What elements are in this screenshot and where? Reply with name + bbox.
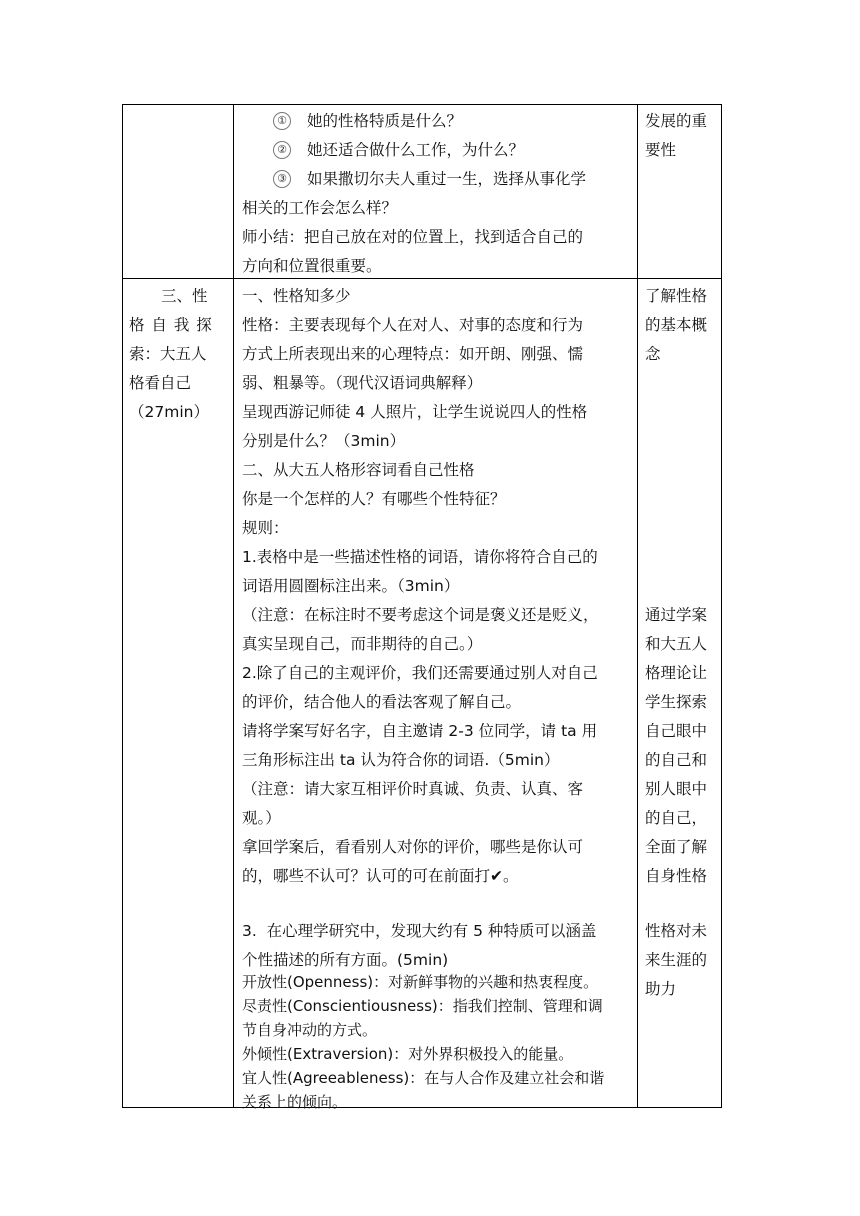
note-line: 自己眼中 <box>645 722 708 740</box>
content-line: 性格：主要表现每个人在对人、对事的态度和行为 <box>242 316 584 334</box>
circled-number-marker: ② <box>273 141 291 159</box>
teacher-summary-line: 方向和位置很重要。 <box>242 257 382 275</box>
note-line: 和大五人 <box>645 635 708 653</box>
trait-definition-line: 节自身冲动的方式。 <box>242 1021 378 1039</box>
content-line: 弱、粗暴等。（现代汉语词典解释） <box>242 374 483 392</box>
content-line: 的，哪些不认可？认可的可在前面打✔。 <box>242 867 519 885</box>
note-line: 学生探索 <box>645 693 708 711</box>
stage-label-line: 三、性 <box>161 287 208 305</box>
note-line: 自身性格 <box>645 867 708 885</box>
stage-label-line: 格 自 我 探 <box>129 316 213 334</box>
content-line: 二、从大五人格形容词看自己性格 <box>242 461 475 479</box>
content-line: 2.除了自己的主观评价，我们还需要通过别人对自己 <box>242 664 598 682</box>
row1-item-text: 她的性格特质是什么？ <box>307 112 463 130</box>
stage-label-line: 格看自己 <box>129 374 192 392</box>
content-line: 个性描述的所有方面。(5min) <box>242 951 449 969</box>
trait-definition-line: 尽责性(Conscientiousness)：指我们控制、管理和调 <box>242 997 603 1015</box>
row1-note-line: 要性 <box>645 141 677 159</box>
row1-item-text: 她还适合做什么工作，为什么？ <box>307 141 525 159</box>
column-divider <box>637 105 638 1107</box>
content-line: 方式上所表现出来的心理特点：如开朗、刚强、懦 <box>242 345 584 363</box>
teacher-summary-line: 师小结：把自己放在对的位置上，找到适合自己的 <box>242 228 584 246</box>
note-line: 念 <box>645 345 661 363</box>
lesson-plan-table <box>122 104 722 1111</box>
content-line: 3. 在心理学研究中，发现大约有 5 种特质可以涵盖 <box>242 922 597 940</box>
content-line: 规则： <box>242 519 289 537</box>
note-line: 的自己， <box>645 809 708 827</box>
row1-note-line: 发展的重 <box>645 112 708 130</box>
content-line: （注意：在标注时不要考虑这个词是褒义还是贬义， <box>242 606 599 624</box>
row1-item-2 <box>273 136 524 165</box>
trait-definition-line: 宜人性(Agreeableness)：在与人合作及建立社会和谐 <box>242 1069 605 1087</box>
content-line: 你是一个怎样的人？有哪些个性特征？ <box>242 490 506 508</box>
note-line: 性格对未 <box>645 922 708 940</box>
row1-item-text: 如果撒切尔夫人重过一生，选择从事化学 <box>307 170 587 188</box>
content-line: 三角形标注出 ta 认为符合你的词语.（5min） <box>242 751 560 769</box>
content-line: 观。） <box>242 809 281 827</box>
content-line: 1.表格中是一些描述性格的词语，请你将符合自己的 <box>242 548 598 566</box>
content-line: 呈现西游记师徒 4 人照片，让学生说说四人的性格 <box>242 403 588 421</box>
trait-definition-line: 关系上的倾向。 <box>242 1093 348 1111</box>
content-line: 请将学案写好名字，自主邀请 2-3 位同学，请 ta 用 <box>242 722 598 740</box>
content-line: 的评价，结合他人的看法客观了解自己。 <box>242 693 522 711</box>
row1-item-3-continued: 相关的工作会怎么样？ <box>242 199 398 217</box>
note-line: 的基本概 <box>645 316 708 334</box>
note-line: 了解性格 <box>645 287 708 305</box>
trait-definition-line: 开放性(Openness)：对新鲜事物的兴趣和热衷程度。 <box>242 973 599 991</box>
content-line: 词语用圆圈标注出来。（3min） <box>242 577 460 595</box>
stage-duration: （27min） <box>129 403 209 421</box>
note-line: 通过学案 <box>645 606 708 624</box>
content-line: 分别是什么？（3min） <box>242 432 406 450</box>
content-line: 一、性格知多少 <box>242 287 351 305</box>
note-line: 格理论让 <box>645 664 708 682</box>
note-line: 来生涯的 <box>645 951 708 969</box>
trait-definition-line: 外倾性(Extraversion)：对外界积极投入的能量。 <box>242 1045 574 1063</box>
circled-number-marker: ③ <box>273 170 291 188</box>
note-line: 助力 <box>645 980 677 998</box>
stage-label-line: 索：大五人 <box>129 345 207 363</box>
circled-number-marker: ① <box>273 112 291 130</box>
note-line: 全面了解 <box>645 838 708 856</box>
row1-item-3 <box>273 165 586 194</box>
note-line: 别人眼中 <box>645 780 708 798</box>
row-divider <box>123 278 721 279</box>
content-line: （注意：请大家互相评价时真诚、负责、认真、客 <box>242 780 584 798</box>
content-line: 拿回学案后，看看别人对你的评价，哪些是你认可 <box>242 838 584 856</box>
column-divider <box>233 105 234 1107</box>
content-line: 真实呈现自己，而非期待的自己。） <box>242 635 483 653</box>
note-line: 的自己和 <box>645 751 708 769</box>
row1-item-1 <box>273 107 462 136</box>
